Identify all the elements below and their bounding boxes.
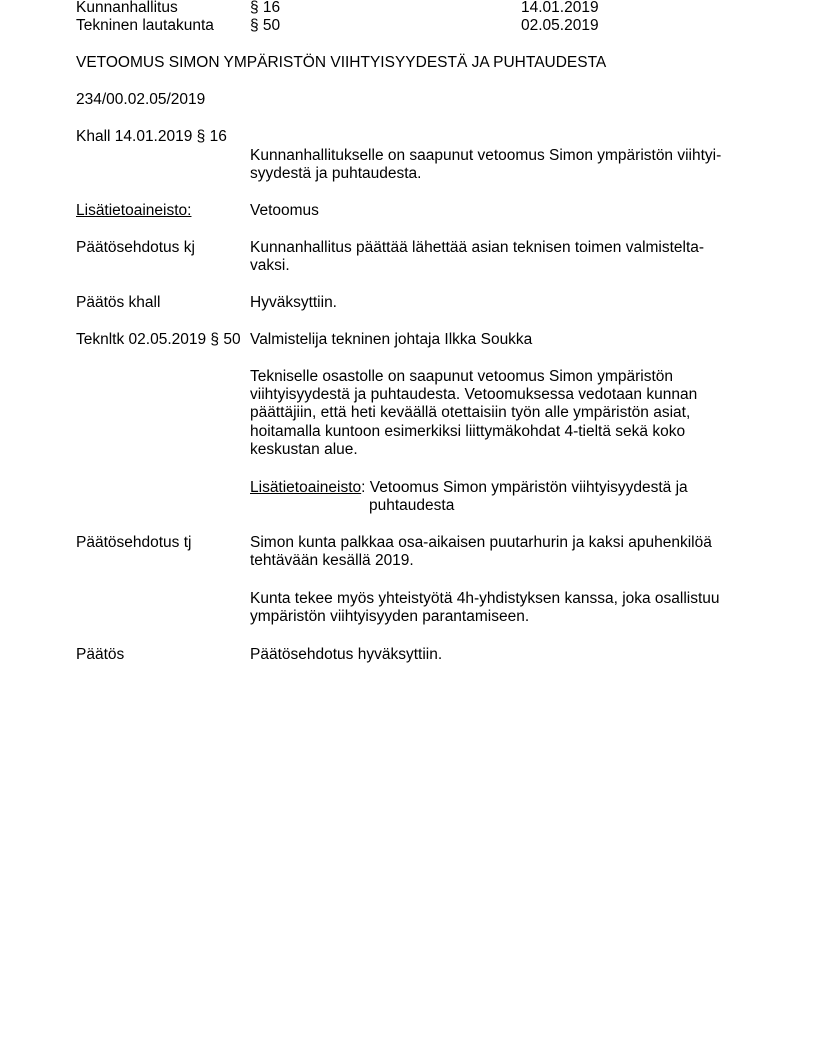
tekn-ehdotus-line: tehtävään kesällä 2019. — [250, 552, 414, 569]
tekn-body-line: viihtyisyydestä ja puhtaudesta. Vetoomuksessa vedotaan kunnan — [250, 386, 698, 403]
tekn-ehdotus-line: Kunta tekee myös yhteistyötä 4h-yhdistyksen kanssa, joka osallistuu — [250, 590, 720, 607]
khall-ehdotus-line: vaksi. — [250, 257, 290, 274]
header-date-2: 02.05.2019 — [521, 17, 599, 34]
khall-paatos-value: Hyväksyttiin. — [250, 294, 337, 311]
header-body-2: Tekninen lautakunta — [76, 17, 214, 34]
khall-lisatieto-value: Vetoomus — [250, 202, 319, 219]
tekn-ehdotus-line: ympäristön viihtyisyyden parantamiseen. — [250, 608, 530, 625]
tekn-lisatieto-value-cont: puhtaudesta — [369, 497, 455, 514]
tekn-lisatieto — [250, 479, 688, 497]
tekn-paatos-value: Päätösehdotus hyväksyttiin. — [250, 646, 443, 663]
khall-ehdotus-label: Päätösehdotus kj — [76, 239, 195, 256]
khall-heading: Khall 14.01.2019 § 16 — [76, 128, 227, 145]
tekn-heading: Teknltk 02.05.2019 § 50 — [76, 331, 241, 348]
tekn-valmistelija: Valmistelija tekninen johtaja Ilkka Soukka — [250, 331, 533, 348]
tekn-body-line: hoitamalla kuntoon esimerkiksi liittymäkohdat 4-tieltä sekä koko — [250, 423, 686, 440]
khall-ehdotus-line: Kunnanhallitus päättää lähettää asian teknisen toimen valmistelta- — [250, 239, 705, 256]
khall-lisatieto-label: Lisätietoaineisto: — [76, 202, 192, 219]
tekn-lisatieto-label: Lisätietoaineisto — [250, 479, 362, 496]
tekn-lisatieto-value: : Vetoomus Simon ympäristön viihtyisyydestä ja — [361, 479, 688, 496]
header-section-1: § 16 — [250, 0, 281, 16]
tekn-body-line: Tekniselle osastolle on saapunut vetoomus Simon ympäristön — [250, 368, 674, 385]
reference-number: 234/00.02.05/2019 — [76, 91, 206, 108]
khall-intro-line: Kunnanhallitukselle on saapunut vetoomus Simon ympäristön viihtyi- — [250, 147, 722, 164]
header-section-2: § 50 — [250, 17, 281, 34]
khall-paatos-label: Päätös khall — [76, 294, 161, 311]
header-body-1: Kunnanhallitus — [76, 0, 178, 16]
tekn-ehdotus-label: Päätösehdotus tj — [76, 534, 192, 551]
header-date-1: 14.01.2019 — [521, 0, 599, 16]
tekn-paatos-label: Päätös — [76, 646, 125, 663]
tekn-body-line: päättäjiin, että heti keväällä otettaisiin työn alle ympäristön asiat, — [250, 404, 691, 421]
tekn-ehdotus-line: Simon kunta palkkaa osa-aikaisen puutarhurin ja kaksi apuhenkilöä — [250, 534, 712, 551]
tekn-body-line: keskustan alue. — [250, 441, 358, 458]
khall-intro-line: syydestä ja puhtaudesta. — [250, 165, 422, 182]
page-title: VETOOMUS SIMON YMPÄRISTÖN VIIHTYISYYDESTÄ JA PUHTAUDESTA — [76, 54, 607, 71]
